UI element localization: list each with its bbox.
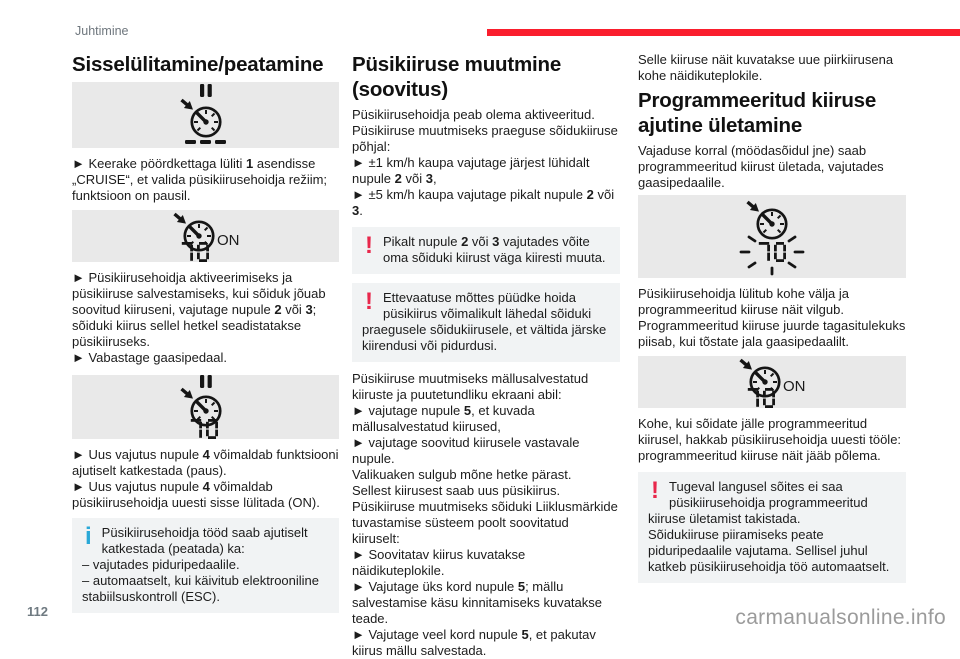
cruise-pause-speed-icon bbox=[151, 375, 261, 439]
instruction-memory-show: ► vajutage nupule 5, et kuvada mällusalvestatud kiirused, bbox=[352, 403, 535, 434]
breadcrumb: Juhtimine bbox=[75, 24, 129, 38]
figure-cruise-on-display bbox=[638, 356, 906, 408]
pause-icon bbox=[200, 84, 212, 97]
info-box bbox=[72, 518, 339, 613]
body-text: Püsikiiruse muutmiseks sõiduki Liiklusmärkide tuvastamise süsteem poolt soovitatud kiiruselt: bbox=[352, 499, 618, 546]
cruise-on-display-icon bbox=[131, 210, 281, 262]
body-text: Selle kiiruse näit kuvatakse uue piirkiirusena kohe näidikuteplokile. bbox=[638, 52, 894, 83]
body-text: Programmeeritud kiiruse juurde tagasitulekuks piisab, kui tõstate jala gaasipedaalilt. bbox=[638, 318, 906, 349]
warning-box-slope bbox=[638, 472, 906, 583]
instruction-release-pedal: ► Vabastage gaasipedaal. bbox=[72, 350, 228, 365]
watermark: carmanualsonline.info bbox=[735, 606, 946, 629]
instruction-resume: ► Uus vajutus nupule 4 võimaldab püsikiirusehoidja uuesti sisse lülitada (ON). bbox=[72, 479, 320, 510]
pause-icon bbox=[200, 375, 212, 388]
warning-icon: ! bbox=[651, 477, 659, 504]
warning-icon: ! bbox=[365, 232, 373, 259]
body-text: Vajaduse korral (möödasõidul jne) saab programmeeritud kiirust ületada, vajutades gaasipedaalile. bbox=[638, 143, 884, 190]
body-text: Püsikiiruse muutmiseks mällusalvestatud kiiruste ja puutetundliku ekraani abil: bbox=[352, 371, 589, 402]
on-indicator-label: ON bbox=[216, 232, 239, 249]
instruction-sign-again: ► Vajutage veel kord nupule 5, et pakutav kiirus mällu salvestada. bbox=[352, 627, 596, 658]
speed-display-segments bbox=[748, 389, 774, 406]
warning-icon: ! bbox=[365, 288, 373, 315]
figure-cruise-paused-display bbox=[72, 82, 339, 148]
info-icon: i bbox=[85, 523, 92, 550]
column-change-speed bbox=[352, 52, 620, 659]
instruction-step-5kmh: ► ±5 km/h kaupa vajutage pikalt nupule 2 või 3. bbox=[352, 187, 615, 218]
column-start-stop bbox=[72, 52, 339, 613]
warning-box-caution bbox=[352, 283, 620, 362]
info-text-intro: Püsikiirusehoidja tööd saab ajutiselt katkestada (peatada) ka: bbox=[101, 525, 308, 556]
header-accent-bar bbox=[487, 29, 960, 36]
figure-speed-blinking bbox=[638, 195, 906, 278]
cruise-paused-display-icon bbox=[151, 83, 261, 147]
warning-text: Ettevaatuse mõttes püüdke hoida püsikiirus võimalikult lähedal sõiduki praegusele sõidukiirusele, et vältida järske kiirendusi või pidurdusi. bbox=[362, 290, 607, 353]
column-override-speed bbox=[638, 52, 906, 592]
body-text: Püsikiirusehoidja lülitub kohe välja ja programmeeritud kiiruse näit vilgub. bbox=[638, 286, 850, 317]
speed-display-segments bbox=[759, 243, 785, 260]
page-number: 112 bbox=[27, 604, 48, 619]
cruise-on-display-icon bbox=[697, 356, 847, 408]
warning-box-long-press bbox=[352, 227, 620, 274]
section-title-override: Programmeeritud kiiruse ajutine ületamine bbox=[638, 89, 877, 137]
speed-display-segments bbox=[181, 243, 207, 260]
info-list-item: – automaatselt, kui käivitub elektrooniline stabiilsuskontroll (ESC). bbox=[82, 573, 320, 604]
section-title-change-speed: Püsikiiruse muutmine (soovitus) bbox=[352, 53, 562, 101]
warning-text: Sõidukiiruse piiramiseks peate piduripedaalile vajutama. Sellisel juhul katkeb püsikiirusehoidja töö automaatselt. bbox=[648, 527, 890, 574]
speedometer-icon bbox=[745, 198, 787, 238]
instruction-cruise-mode: ► Keerake pöördkettaga lüliti 1 asendisse „CRUISE“, et valida püsikiirusehoidja režiim; funktsioon on pausil. bbox=[72, 156, 328, 203]
body-text: Valikuaken sulgub mõne hetke pärast. bbox=[352, 467, 572, 482]
warning-text: Pikalt nupule 2 või 3 vajutades võite oma sõiduki kiirust väga kiiresti muuta. bbox=[383, 234, 606, 265]
body-text: Püsikiirusehoidja peab olema aktiveeritud. bbox=[352, 107, 595, 122]
dash-display-icon bbox=[185, 140, 226, 144]
instruction-sign-display: ► Soovitatav kiirus kuvatakse näidikuteplokile. bbox=[352, 547, 526, 578]
blink-rays bbox=[741, 237, 803, 274]
body-text: Kohe, kui sõidate jälle programmeeritud kiirusel, hakkab püsikiirusehoidja uuesti tööle: programmeeritud kiiruse näit jääb põlema. bbox=[638, 416, 902, 463]
warning-text: Tugeval langusel sõites ei saa püsikiirusehoidja programmeeritud kiiruse ületamist takistada. bbox=[648, 479, 868, 526]
instruction-memory-pick: ► vajutage soovitud kiirusele vastavale nupule. bbox=[352, 435, 580, 466]
instruction-sign-once: ► Vajutage üks kord nupule 5; mällu salvestamise käsu kinnitamiseks kuvatakse teade. bbox=[352, 579, 602, 626]
body-text: Sellest kiirusest saab uus püsikiirus. bbox=[352, 483, 561, 498]
speedometer-icon bbox=[178, 96, 220, 136]
instruction-pause: ► Uus vajutus nupule 4 võimaldab funktsiooni ajutiselt katkestada (paus). bbox=[72, 447, 339, 478]
section-title-start-stop: Sisselülitamine/peatamine bbox=[72, 53, 324, 76]
figure-cruise-on-display bbox=[72, 210, 339, 262]
on-indicator-label: ON bbox=[783, 378, 806, 395]
figure-cruise-pause-speed bbox=[72, 375, 339, 439]
instruction-activate: ► Püsikiirusehoidja aktiveerimiseks ja püsikiiruse salvestamiseks, kui sõiduk jõuab soovitud kiiruseni, vajutage nupule 2 või 3; sõiduki kiirus sellel hetkel seadistatakse püsikiiruseks. bbox=[72, 270, 326, 349]
info-list-item: – vajutades piduripedaalile. bbox=[82, 557, 240, 572]
body-text: Püsikiiruse muutmiseks praeguse sõidukiiruse põhjal: bbox=[352, 123, 618, 154]
instruction-step-1kmh: ► ±1 km/h kaupa vajutage järjest lühidalt nupule 2 või 3, bbox=[352, 155, 590, 186]
speed-blinking-icon bbox=[712, 197, 832, 277]
